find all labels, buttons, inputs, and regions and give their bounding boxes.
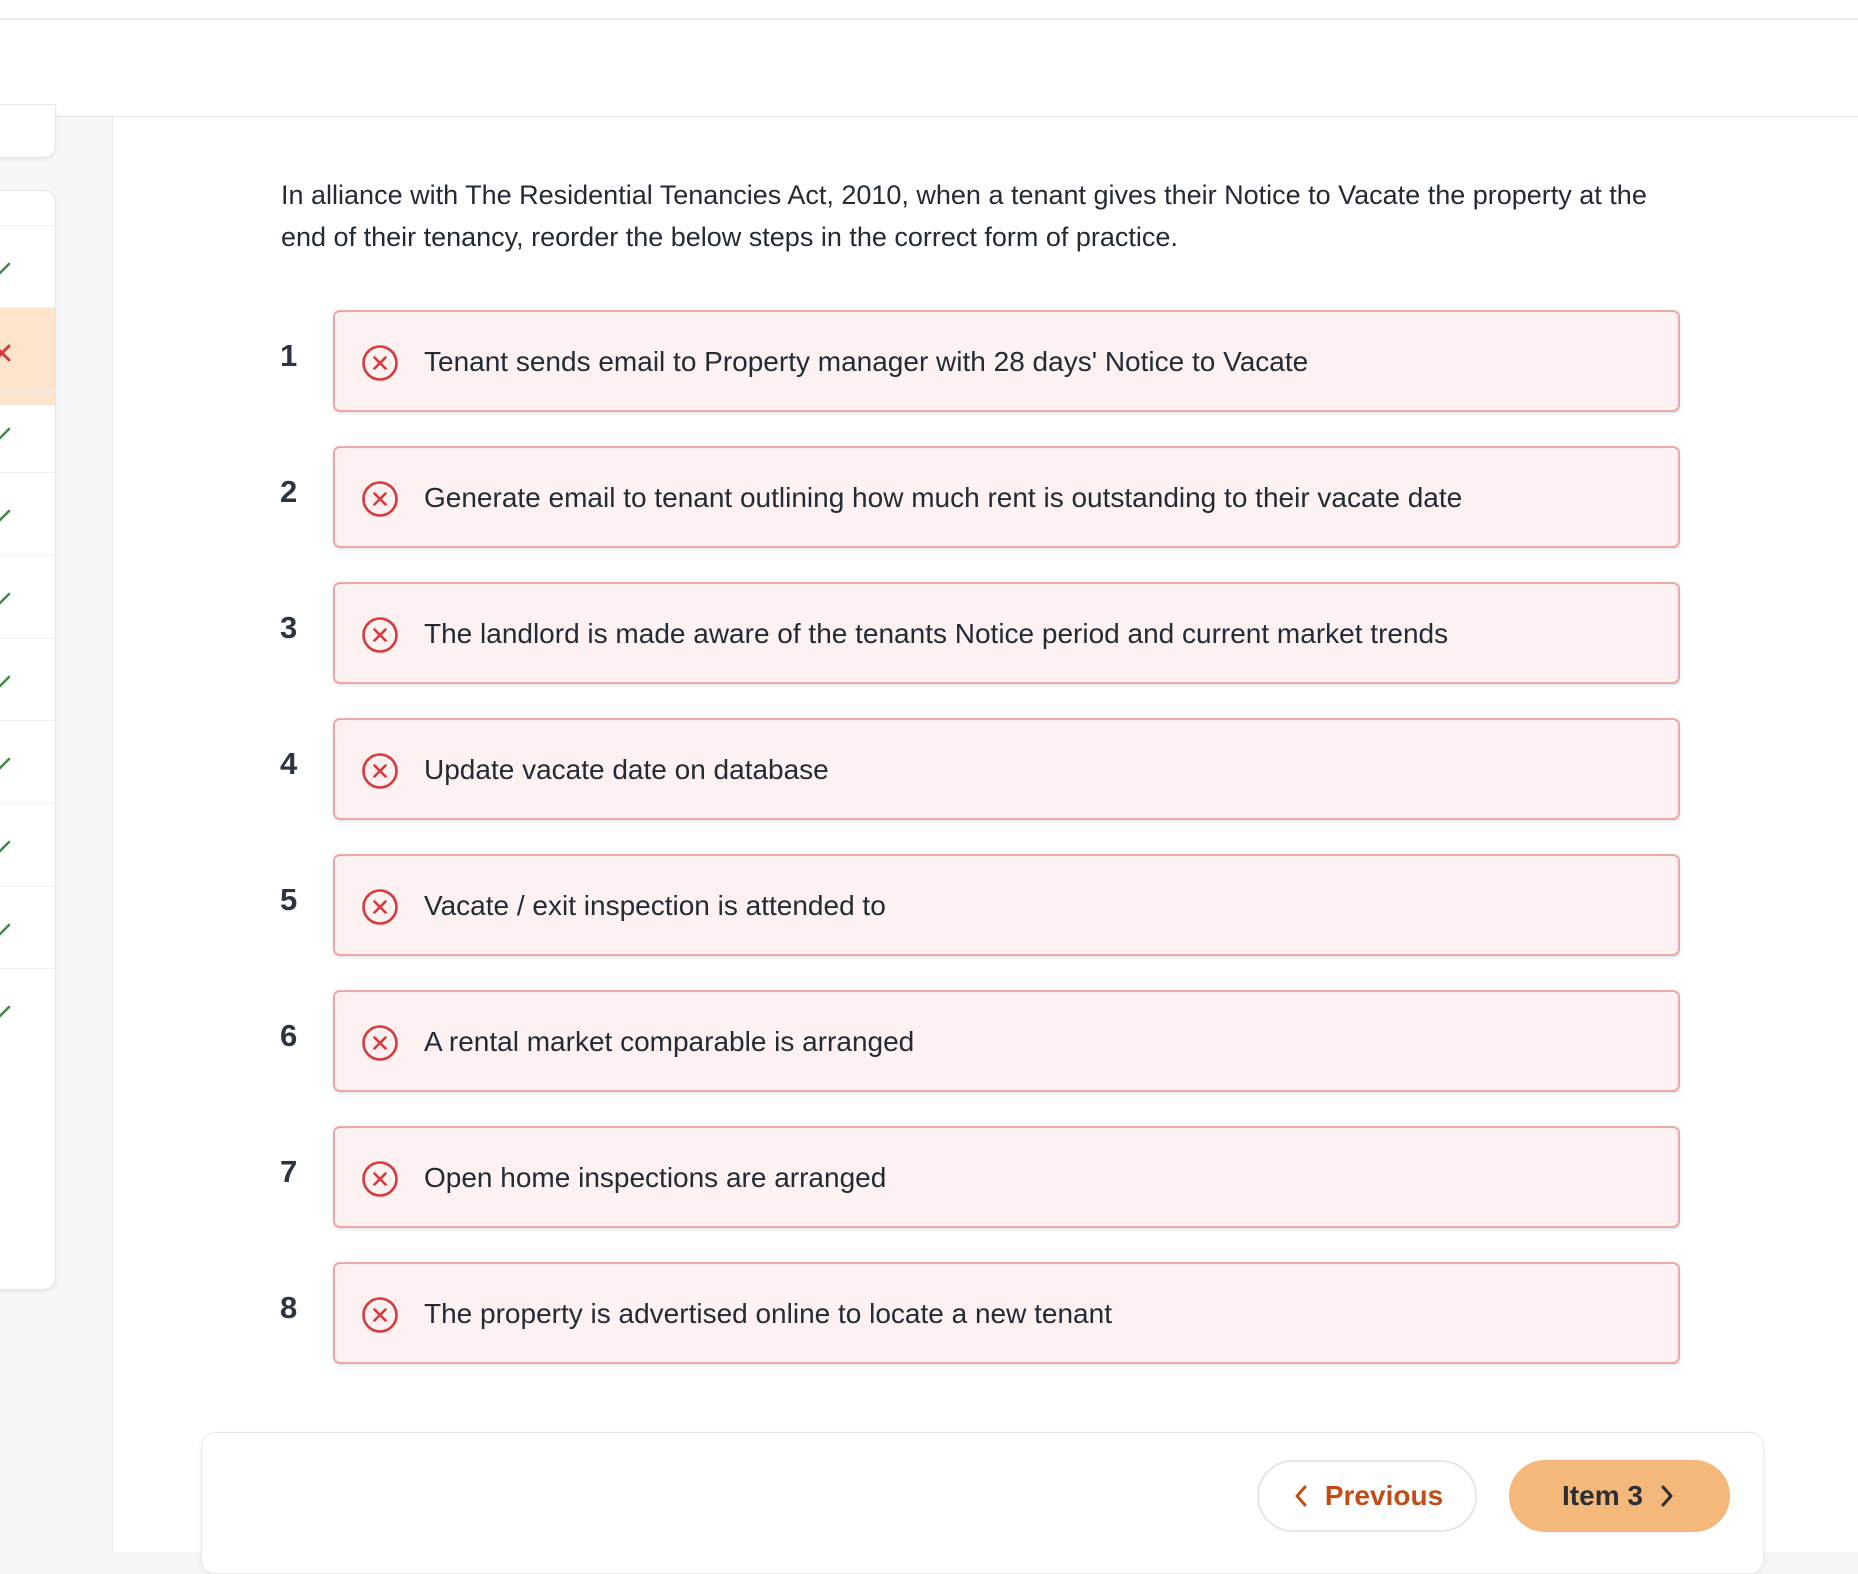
step-number: 6 [280,1018,298,1053]
question-text: In alliance with The Residential Tenancies Act, 2010, when a tenant gives their Notice to Vacate the property at the end of their tenancy, reorder the below steps in the correct form of practice. [281,180,1647,252]
step-text: A rental market comparable is arranged [424,1026,915,1057]
next-item-button[interactable] [1509,1460,1730,1532]
previous-label: Previous [1324,1480,1444,1511]
step-card[interactable] [333,1126,1680,1228]
chevron-right-icon [1657,1483,1677,1509]
x-circle-icon [361,1024,399,1062]
x-circle-icon [361,1296,399,1334]
x-circle-icon [361,616,399,654]
x-circle-icon [361,1160,399,1198]
step-text: Open home inspections are arranged [424,1162,887,1193]
step-number: 7 [280,1154,298,1189]
step-text: Update vacate date on database [424,754,829,785]
previous-button[interactable] [1257,1460,1477,1532]
step-text: Tenant sends email to Property manager with 28 days' Notice to Vacate [424,346,1309,377]
reorder-step [0,1262,1700,1366]
step-card[interactable] [333,990,1680,1092]
step-number: 4 [280,746,298,781]
step-card[interactable] [333,1262,1680,1364]
reorder-step [0,854,1700,958]
step-number: 8 [280,1290,298,1325]
step-card[interactable] [333,854,1680,956]
step-text: The landlord is made aware of the tenants Notice period and current market trends [424,618,1449,649]
top-bar [0,0,1858,117]
step-card[interactable] [333,582,1680,684]
chevron-left-icon [1291,1483,1311,1509]
step-card[interactable] [333,718,1680,820]
x-circle-icon [361,480,399,518]
step-number: 5 [280,882,298,917]
step-text: Vacate / exit inspection is attended to [424,890,886,921]
sidebar-header-card [0,104,56,158]
step-text: The property is advertised online to locate a new tenant [424,1298,1112,1329]
step-text: Generate email to tenant outlining how much rent is outstanding to their vacate date [424,482,1463,513]
x-circle-icon [361,888,399,926]
reorder-step [0,310,1700,414]
step-number: 1 [280,338,298,373]
reorder-step [0,1126,1700,1230]
step-card[interactable] [333,310,1680,412]
x-circle-icon [361,344,399,382]
check-icon [0,258,17,286]
top-divider [0,18,1858,20]
x-circle-icon [361,752,399,790]
reorder-step [0,990,1700,1094]
reorder-step [0,446,1700,550]
reorder-step [0,718,1700,822]
step-number: 2 [280,474,298,509]
step-number: 3 [280,610,298,645]
step-card[interactable] [333,446,1680,548]
reorder-step [0,582,1700,686]
next-label: Item 3 [1562,1480,1643,1511]
